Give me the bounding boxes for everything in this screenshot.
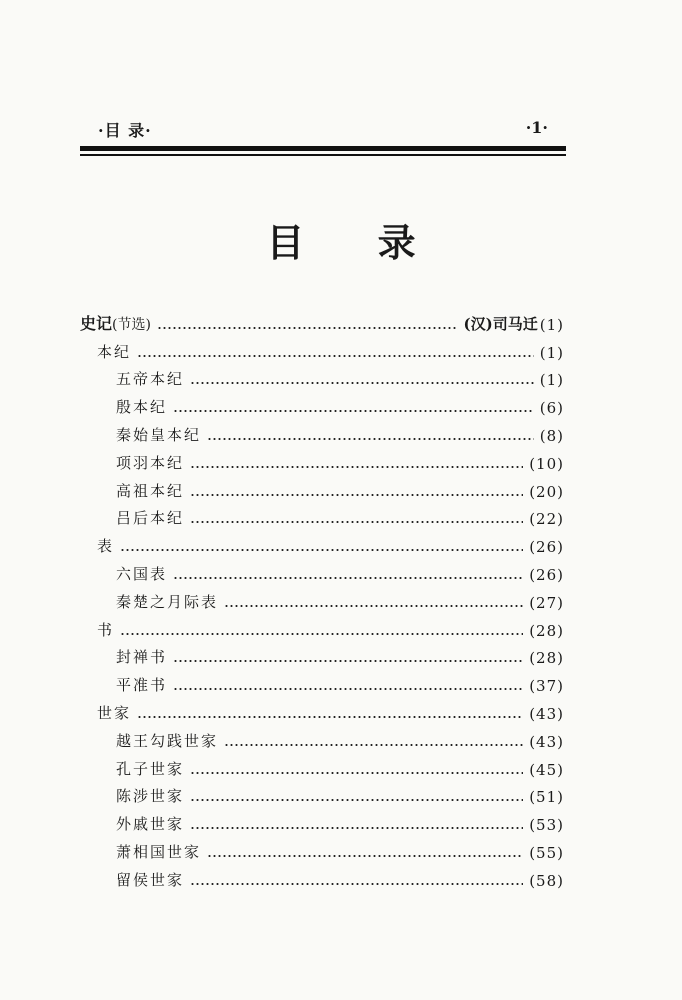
- toc-main-entry[interactable]: [80, 306, 564, 334]
- toc-entry-label: 六国表: [116, 564, 168, 583]
- dot-leader: [120, 632, 523, 636]
- toc-entry-page: (6): [539, 399, 564, 418]
- dot-leader: [224, 743, 523, 747]
- toc-entry-label: 越王勾践世家: [116, 731, 219, 750]
- toc-main-author: (汉)司马迁: [463, 314, 538, 333]
- toc-entry-page: (1): [539, 343, 564, 362]
- toc-entry-page: (43): [529, 732, 564, 751]
- toc-entry-page: (10): [529, 454, 564, 473]
- toc-main-label: [80, 311, 151, 334]
- toc-entry-page: (55): [529, 843, 564, 862]
- toc-entry[interactable]: [80, 362, 564, 390]
- toc-entry-page: (53): [529, 816, 564, 835]
- toc-entry-page: (20): [529, 482, 564, 501]
- dot-leader: [207, 437, 534, 441]
- toc-entry-label: 五帝本纪: [116, 370, 185, 389]
- dot-leader: [190, 771, 523, 775]
- toc-entry[interactable]: [80, 389, 564, 417]
- dot-leader: [137, 715, 523, 719]
- toc-entry-page: (22): [529, 510, 564, 529]
- toc-entry-page: (8): [539, 426, 564, 445]
- toc-entry-label: 留侯世家: [116, 870, 185, 889]
- toc-entry-page: (28): [529, 621, 564, 640]
- toc-entry-label: 陈涉世家: [116, 787, 185, 806]
- toc-entry[interactable]: [80, 751, 564, 779]
- toc-entry[interactable]: [80, 806, 564, 834]
- toc-entry-page: (26): [529, 538, 564, 557]
- toc-entries: [80, 334, 564, 890]
- dot-leader: [190, 798, 523, 802]
- page-title: 目 录: [266, 221, 446, 265]
- toc-entry[interactable]: [80, 834, 564, 862]
- toc-entry-label: 表: [97, 537, 115, 556]
- toc-entry[interactable]: [80, 612, 564, 640]
- toc-main-note: (节选): [112, 316, 151, 333]
- toc-entry[interactable]: [80, 779, 564, 807]
- toc-entry[interactable]: [80, 723, 564, 751]
- dot-leader: [173, 687, 523, 691]
- toc-entry[interactable]: [80, 640, 564, 668]
- dot-leader: [190, 520, 523, 524]
- header-rule-thin: [80, 154, 566, 156]
- toc-entry[interactable]: [80, 445, 564, 473]
- toc-entry-page: (51): [529, 788, 564, 807]
- toc-entry-label: 秦始皇本纪: [116, 425, 202, 444]
- toc-entry-label: 平准书: [116, 676, 168, 695]
- toc-entry[interactable]: [80, 473, 564, 501]
- dot-leader: [137, 354, 534, 358]
- toc-entry-label: 秦楚之月际表: [116, 592, 219, 611]
- toc-entry-label: 外戚世家: [116, 815, 185, 834]
- toc-main-title: 史记: [80, 313, 113, 333]
- dot-leader: [173, 659, 523, 663]
- toc-entry-page: (28): [529, 649, 564, 668]
- dot-leader: [173, 576, 523, 580]
- toc-entry-label: 萧相国世家: [116, 842, 202, 861]
- dot-leader: [190, 493, 523, 497]
- toc-entry[interactable]: [80, 667, 564, 695]
- toc-entry[interactable]: [80, 862, 564, 890]
- header-rule-thick: [80, 146, 566, 151]
- dot-leader: [190, 826, 523, 830]
- toc-entry-page: (1): [539, 371, 564, 390]
- toc-entry[interactable]: [80, 417, 564, 445]
- page-number: ·1·: [525, 118, 548, 137]
- dot-leader: [173, 409, 534, 413]
- toc-entry[interactable]: [80, 584, 564, 612]
- toc-entry-page: (37): [529, 677, 564, 696]
- toc-entry[interactable]: [80, 334, 564, 362]
- toc-entry-page: (43): [529, 704, 564, 723]
- toc-main-page: (1): [539, 315, 564, 334]
- running-header-title: ·目 录·: [98, 121, 152, 140]
- toc-entry-label: 项羽本纪: [116, 453, 185, 472]
- toc-entry-page: (45): [529, 760, 564, 779]
- toc-entry-label: 高祖本纪: [116, 481, 185, 500]
- dot-leader: [157, 326, 458, 330]
- dot-leader: [190, 465, 523, 469]
- toc-entry[interactable]: [80, 556, 564, 584]
- table-of-contents: [80, 306, 564, 890]
- running-header: [80, 118, 566, 140]
- toc-entry-label: 书: [97, 620, 115, 639]
- toc-entry-page: (58): [529, 871, 564, 890]
- toc-entry-label: 吕后本纪: [116, 509, 185, 528]
- toc-entry[interactable]: [80, 695, 564, 723]
- toc-entry-page: (26): [529, 565, 564, 584]
- toc-entry[interactable]: [80, 528, 564, 556]
- dot-leader: [190, 882, 523, 886]
- dot-leader: [207, 854, 523, 858]
- toc-entry-label: 殷本纪: [116, 398, 168, 417]
- toc-entry-page: (27): [529, 593, 564, 612]
- toc-entry-label: 世家: [97, 703, 132, 722]
- toc-entry[interactable]: [80, 501, 564, 529]
- dot-leader: [190, 381, 534, 385]
- dot-leader: [224, 604, 523, 608]
- toc-entry-label: 封禅书: [116, 648, 168, 667]
- toc-entry-label: 孔子世家: [116, 759, 185, 778]
- toc-entry-label: 本纪: [97, 342, 132, 361]
- dot-leader: [120, 548, 523, 552]
